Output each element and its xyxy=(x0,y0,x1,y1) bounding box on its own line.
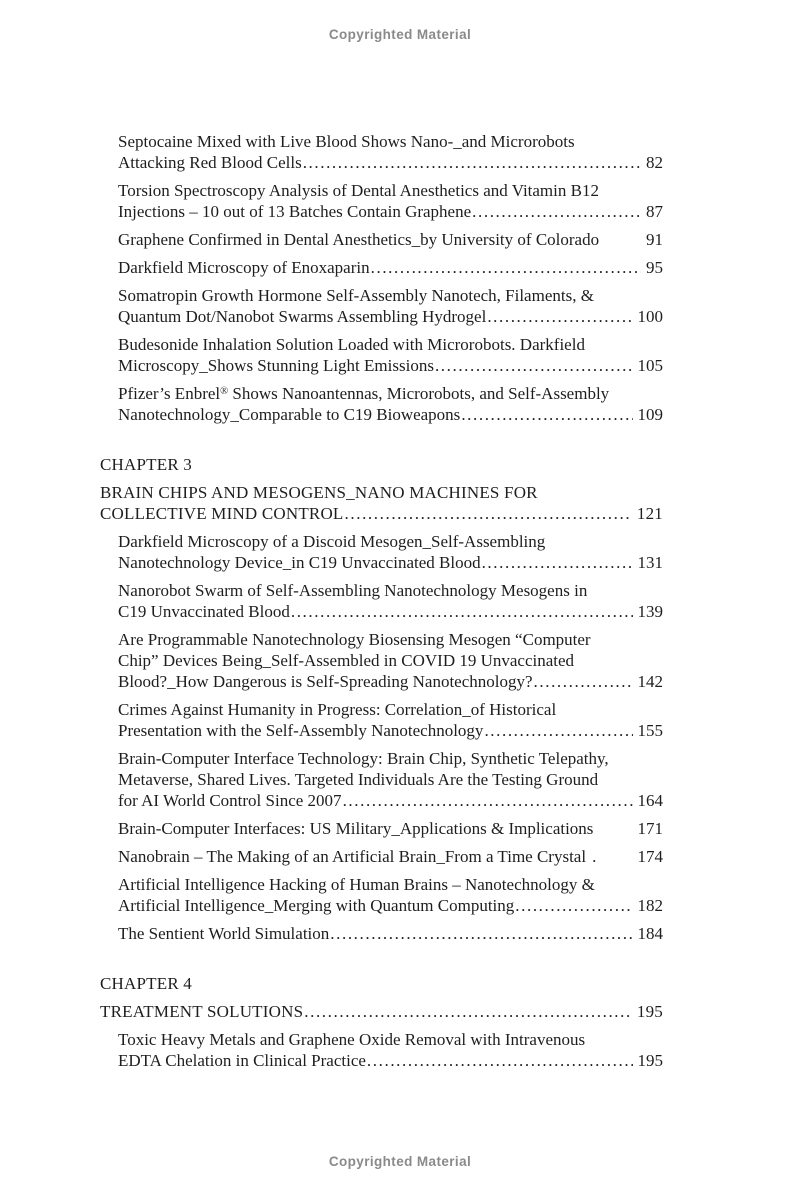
entry-text: Quantum Dot/Nanobot Swarms Assembling Hydrogel xyxy=(118,307,487,326)
dot-leader xyxy=(343,790,633,811)
entry-text: Nanotechnology Device_in C19 Unvaccinated Blood xyxy=(118,553,481,572)
toc-leader-line xyxy=(118,601,663,622)
dot-leader xyxy=(534,671,633,692)
toc-leader-line xyxy=(118,818,663,839)
entry-text: EDTA Chelation in Clinical Practice xyxy=(118,1051,366,1070)
page-number: 82 xyxy=(646,153,663,172)
dot-leader xyxy=(484,720,632,741)
toc-line: Darkfield Microscopy of a Discoid Mesogen_Self-Assembling xyxy=(118,532,546,551)
chapter-label xyxy=(100,973,663,994)
toc-line: Chip” Devices Being_Self-Assembled in COVID 19 Unvaccinated xyxy=(118,651,575,670)
entry-text: Attacking Red Blood Cells xyxy=(118,153,302,172)
toc-leader-line xyxy=(118,895,663,916)
entry-text: Nanobrain – The Making of an Artificial Brain_From a Time Crystal xyxy=(118,847,587,866)
toc-leader-line xyxy=(100,1001,663,1022)
toc-line: Pfizer’s Enbrel® Shows Nanoantennas, Microrobots, and Self-Assembly xyxy=(118,384,610,403)
entry-text: The Sentient World Simulation xyxy=(118,924,330,943)
entry-text: Darkfield Microscopy of Enoxaparin xyxy=(118,258,370,277)
entry-text: TREATMENT SOLUTIONS xyxy=(100,1002,304,1021)
entry-text: Blood?_How Dangerous is Self-Spreading Nanotechnology? xyxy=(118,672,533,691)
entry-text: Nanotechnology_Comparable to C19 Bioweapons xyxy=(118,405,461,424)
dot-leader xyxy=(515,895,632,916)
toc-leader-line xyxy=(118,552,663,573)
toc-entry xyxy=(100,285,663,327)
toc-leader-line xyxy=(118,923,663,944)
toc-line: Are Programmable Nanotechnology Biosensing Mesogen “Computer xyxy=(118,630,591,649)
dot-leader xyxy=(367,1050,633,1071)
dot-leader xyxy=(472,201,641,222)
page-number: 100 xyxy=(637,307,663,326)
toc-entry xyxy=(100,257,663,278)
toc-line: BRAIN CHIPS AND MESOGENS_NANO MACHINES FOR xyxy=(100,483,538,502)
toc-leader-line xyxy=(118,257,663,278)
toc-leader-line xyxy=(118,404,663,425)
dot-leader xyxy=(487,306,632,327)
page-number: 87 xyxy=(646,202,663,221)
dot-leader xyxy=(435,355,633,376)
page-number: 182 xyxy=(637,896,663,915)
toc-leader-line xyxy=(118,671,663,692)
toc-line: Crimes Against Humanity in Progress: Correlation_of Historical xyxy=(118,700,557,719)
toc-leader-line xyxy=(118,201,663,222)
toc-entry xyxy=(100,229,663,250)
toc-entry xyxy=(100,180,663,222)
page-number: 184 xyxy=(637,924,663,943)
toc-entry xyxy=(100,818,663,839)
copyright-notice-bottom: Copyrighted Material xyxy=(328,1154,472,1169)
page-number: 121 xyxy=(636,504,663,523)
page-number: 95 xyxy=(646,258,663,277)
entry-text: Brain-Computer Interfaces: US Military_Applications & Implications xyxy=(118,819,594,838)
toc-leader-line xyxy=(118,790,663,811)
toc-entry xyxy=(100,1029,663,1071)
page-number: 91 xyxy=(646,230,663,249)
registered-trademark-mark: ® xyxy=(220,386,229,398)
entry-text: for AI World Control Since 2007 xyxy=(118,791,342,810)
toc-entry xyxy=(100,531,663,573)
entry-text: Microscopy_Shows Stunning Light Emissions xyxy=(118,356,434,375)
entry-text: C19 Unvaccinated Blood xyxy=(118,602,290,621)
toc-line: Brain-Computer Interface Technology: Brain Chip, Synthetic Telepathy, xyxy=(118,749,609,768)
page-number: 155 xyxy=(637,721,663,740)
toc-leader-line xyxy=(118,846,663,867)
toc-entry xyxy=(100,383,663,425)
copyright-notice-top: Copyrighted Material xyxy=(328,27,472,42)
toc-leader-line xyxy=(100,503,663,524)
chapter-label xyxy=(100,454,663,475)
entry-text: Injections – 10 out of 13 Batches Contain Graphene xyxy=(118,202,472,221)
page-number: 105 xyxy=(637,356,663,375)
toc-entry xyxy=(100,699,663,741)
entry-text: Artificial Intelligence_Merging with Quantum Computing xyxy=(118,896,515,915)
dot-leader xyxy=(303,152,641,173)
page-number: 164 xyxy=(637,791,663,810)
toc-line: CHAPTER 3 xyxy=(100,455,193,474)
toc-leader-line xyxy=(118,152,663,173)
toc-line: Somatropin Growth Hormone Self-Assembly Nanotech, Filaments, & xyxy=(118,286,594,305)
page-number: 139 xyxy=(637,602,663,621)
toc-entry xyxy=(100,846,663,867)
toc-entry xyxy=(100,748,663,811)
toc-entry xyxy=(100,580,663,622)
page-number: 195 xyxy=(636,1002,663,1021)
dot-leader xyxy=(330,923,632,944)
toc-leader-line xyxy=(118,306,663,327)
entry-text: Presentation with the Self-Assembly Nanotechnology xyxy=(118,721,484,740)
page-number: 171 xyxy=(637,819,663,838)
dot-leader xyxy=(587,846,632,867)
dot-leader xyxy=(482,552,633,573)
dot-leader xyxy=(371,257,641,278)
toc-line: Septocaine Mixed with Live Blood Shows Nano-_and Microrobots xyxy=(118,132,575,151)
toc-entry xyxy=(100,874,663,916)
chapter-title xyxy=(100,1001,663,1022)
toc-line: Budesonide Inhalation Solution Loaded with Microrobots. Darkfield xyxy=(118,335,585,354)
toc-leader-line xyxy=(118,229,663,250)
page-number: 109 xyxy=(637,405,663,424)
dot-leader xyxy=(461,404,632,425)
page-number: 131 xyxy=(637,553,663,572)
toc-entry xyxy=(100,334,663,376)
toc-entry xyxy=(100,131,663,173)
dot-leader xyxy=(304,1001,632,1022)
toc-leader-line xyxy=(118,355,663,376)
entry-text: COLLECTIVE MIND CONTROL xyxy=(100,504,344,523)
toc-line: Toxic Heavy Metals and Graphene Oxide Removal with Intravenous xyxy=(118,1030,586,1049)
dot-leader xyxy=(345,503,632,524)
chapter-title xyxy=(100,482,663,524)
page-number: 174 xyxy=(637,847,663,866)
toc-entry xyxy=(100,629,663,692)
toc-line: Artificial Intelligence Hacking of Human Brains – Nanotechnology & xyxy=(118,875,595,894)
toc xyxy=(100,131,663,1078)
toc-line: Torsion Spectroscopy Analysis of Dental Anesthetics and Vitamin B12 xyxy=(118,181,599,200)
toc-line: Nanorobot Swarm of Self-Assembling Nanotechnology Mesogens in xyxy=(118,581,588,600)
dot-leader xyxy=(291,601,633,622)
page-number: 195 xyxy=(637,1051,663,1070)
toc-line: CHAPTER 4 xyxy=(100,974,193,993)
toc-leader-line xyxy=(118,720,663,741)
toc-entry xyxy=(100,923,663,944)
entry-text: Graphene Confirmed in Dental Anesthetics_by University of Colorado xyxy=(118,230,600,249)
toc-line: Metaverse, Shared Lives. Targeted Individuals Are the Testing Ground xyxy=(118,770,599,789)
toc-leader-line xyxy=(118,1050,663,1071)
page-number: 142 xyxy=(637,672,663,691)
